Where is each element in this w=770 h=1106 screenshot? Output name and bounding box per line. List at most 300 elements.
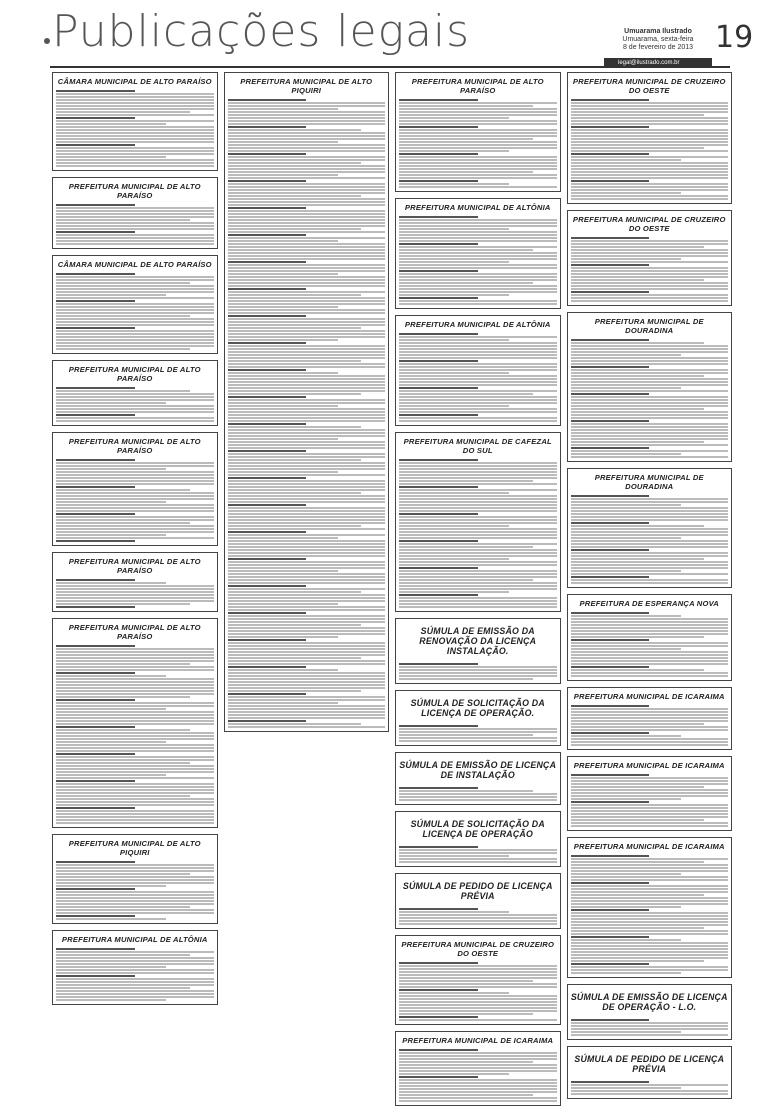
text-line [399, 462, 557, 464]
text-line [399, 225, 557, 227]
text-line [571, 792, 729, 794]
text-line [571, 510, 729, 512]
notice-title: PREFEITURA MUNICIPAL DE ICARAIMA [573, 692, 725, 701]
notice-title: CÂMARA MUNICIPAL DE ALTO PARAÍSO [57, 77, 212, 86]
text-line [399, 1070, 557, 1072]
text-line [56, 741, 166, 743]
text-line [399, 992, 509, 994]
text-line [571, 957, 729, 959]
text-line [228, 639, 307, 641]
text-line [399, 1073, 509, 1075]
text-line [228, 645, 386, 647]
text-line [228, 465, 386, 467]
text-line [571, 168, 729, 170]
text-line [228, 660, 386, 662]
text-line [399, 606, 557, 608]
text-line [399, 165, 557, 167]
text-line [56, 417, 214, 419]
text-line [571, 1034, 729, 1036]
notice-body [56, 204, 214, 245]
text-line [56, 687, 214, 689]
text-line [399, 384, 557, 386]
text-line [399, 243, 478, 245]
text-line [228, 603, 338, 605]
text-line [56, 516, 214, 518]
text-line [399, 126, 478, 128]
notice-title: PREFEITURA MUNICIPAL DE ICARAIMA [573, 842, 725, 851]
text-line [571, 120, 729, 122]
text-line [228, 618, 386, 620]
text-line [56, 228, 214, 230]
text-line [399, 573, 557, 575]
text-line [56, 999, 166, 1001]
text-line [228, 489, 386, 491]
text-line [228, 135, 386, 137]
text-line [399, 1016, 478, 1018]
text-line [56, 594, 214, 596]
text-line [56, 666, 214, 668]
masthead-bullet [44, 38, 50, 44]
text-line [56, 888, 135, 890]
text-line [228, 321, 386, 323]
notice-body [56, 387, 214, 422]
text-line [399, 399, 557, 401]
legal-notice [52, 552, 218, 612]
text-line [399, 177, 557, 179]
notice-body [399, 846, 557, 863]
text-line [228, 522, 386, 524]
text-line [571, 1028, 729, 1030]
text-line [56, 861, 135, 863]
text-line [399, 105, 533, 107]
text-line [56, 213, 214, 215]
text-line [56, 984, 214, 986]
text-line [399, 483, 557, 485]
text-line [399, 339, 509, 341]
text-line [571, 576, 650, 578]
text-line [228, 168, 386, 170]
legal-notice [52, 72, 218, 171]
text-line [571, 930, 729, 932]
text-line [571, 414, 729, 416]
text-line [399, 1076, 478, 1078]
text-line [56, 306, 214, 308]
text-line [571, 774, 650, 776]
text-line [399, 1010, 557, 1012]
text-line [56, 768, 214, 770]
text-line [399, 1052, 557, 1054]
text-line [228, 450, 307, 452]
text-line [228, 429, 386, 431]
text-line [228, 213, 386, 215]
text-line [56, 918, 166, 920]
text-line [399, 678, 533, 680]
legal-notice [52, 360, 218, 426]
text-line [399, 675, 557, 677]
legal-notice [567, 210, 733, 306]
notice-title: PREFEITURA MUNICIPAL DE ALTÔNIA [404, 320, 551, 329]
text-line [399, 968, 557, 970]
text-line [399, 123, 557, 125]
text-line [571, 132, 729, 134]
text-line [399, 965, 557, 967]
text-line [399, 282, 533, 284]
text-line [571, 816, 729, 818]
text-line [228, 312, 386, 314]
text-line [399, 144, 557, 146]
text-line [228, 426, 362, 428]
text-line [56, 396, 214, 398]
text-line [571, 375, 705, 377]
text-line [56, 102, 214, 104]
text-line [56, 738, 214, 740]
text-line [56, 672, 135, 674]
text-line [571, 498, 729, 500]
text-line [228, 513, 386, 515]
text-line [56, 159, 214, 161]
text-line [571, 888, 729, 890]
text-line [56, 105, 214, 107]
text-line [56, 792, 214, 794]
text-line [228, 555, 386, 557]
text-line [571, 924, 729, 926]
text-line [56, 726, 135, 728]
text-line [399, 737, 557, 739]
text-line [399, 1013, 533, 1015]
text-line [399, 582, 557, 584]
text-line [56, 294, 166, 296]
text-line [571, 813, 729, 815]
text-line [399, 731, 557, 733]
text-line [399, 971, 557, 973]
legal-notice [395, 618, 561, 684]
notice-body [571, 339, 729, 458]
text-line [56, 873, 190, 875]
text-line [228, 630, 386, 632]
text-line [56, 654, 214, 656]
text-line [56, 156, 166, 158]
text-line [56, 699, 135, 701]
text-line [228, 345, 386, 347]
text-line [56, 648, 214, 650]
text-line [56, 276, 214, 278]
text-line [228, 543, 386, 545]
text-line [56, 309, 214, 311]
text-line [399, 216, 478, 218]
text-line [56, 150, 214, 152]
text-line [228, 483, 386, 485]
text-line [228, 108, 338, 110]
legal-notice [395, 752, 561, 805]
text-line [56, 162, 214, 164]
text-line [56, 891, 214, 893]
text-line [228, 459, 362, 461]
text-line [399, 510, 557, 512]
text-line [228, 219, 386, 221]
text-line [571, 582, 729, 584]
text-line [571, 513, 729, 515]
text-line [228, 708, 386, 710]
text-line [571, 879, 729, 881]
text-line [571, 858, 729, 860]
text-line [56, 804, 214, 806]
text-line [571, 399, 729, 401]
notice-columns [52, 72, 732, 1074]
text-line [571, 261, 729, 263]
text-line [228, 372, 338, 374]
text-line [571, 189, 729, 191]
notice-body [399, 962, 557, 1021]
text-line [571, 453, 681, 455]
text-line [228, 150, 386, 152]
text-line [56, 114, 214, 116]
text-line [399, 252, 557, 254]
text-line [399, 790, 533, 792]
text-line [399, 1061, 533, 1063]
text-line [399, 501, 557, 503]
text-line [399, 504, 557, 506]
text-line [399, 852, 557, 854]
text-line [571, 345, 729, 347]
text-line [399, 276, 557, 278]
text-line [399, 171, 533, 173]
text-line [399, 303, 557, 305]
text-line [228, 438, 338, 440]
notice-body [571, 237, 729, 302]
text-line [56, 315, 190, 317]
text-line [228, 237, 386, 239]
text-line [228, 186, 386, 188]
text-line [228, 723, 362, 725]
text-line [228, 117, 386, 119]
notice-column [395, 72, 561, 1045]
notice-body [56, 645, 214, 824]
text-line [571, 612, 650, 614]
text-line [399, 552, 557, 554]
text-line [228, 591, 362, 593]
text-line [399, 411, 557, 413]
notice-column [224, 72, 390, 1012]
notice-title: PREFEITURA MUNICIPAL DE ALTO PARAÍSO [68, 365, 201, 383]
text-line [571, 171, 729, 173]
text-line [571, 525, 705, 527]
text-line [399, 1055, 557, 1057]
text-line [228, 396, 307, 398]
text-line [56, 324, 214, 326]
text-line [228, 144, 386, 146]
notice-body [56, 273, 214, 350]
text-line [571, 363, 729, 365]
text-line [571, 921, 729, 923]
text-line [399, 920, 557, 922]
text-line [571, 660, 729, 662]
legal-notice [52, 618, 218, 828]
text-line [56, 234, 214, 236]
text-line [571, 150, 729, 152]
text-line [571, 675, 729, 677]
legal-notice [52, 255, 218, 354]
text-line [399, 1088, 557, 1090]
text-line [399, 120, 557, 122]
text-line [571, 270, 729, 272]
text-line [571, 1090, 729, 1092]
text-line [228, 432, 386, 434]
text-line [56, 882, 214, 884]
text-line [571, 357, 729, 359]
text-line [399, 294, 509, 296]
text-line [571, 102, 729, 104]
notice-title: PREFEITURA MUNICIPAL DE ALTO PIQUIRI [68, 839, 201, 857]
text-line [228, 705, 386, 707]
text-line [571, 141, 729, 143]
text-line [56, 777, 214, 779]
text-line [571, 411, 729, 413]
text-line [399, 543, 557, 545]
legal-notice [395, 935, 561, 1025]
text-line [571, 111, 729, 113]
text-line [399, 977, 557, 979]
text-line [571, 651, 729, 653]
text-line [56, 870, 214, 872]
text-line [228, 579, 386, 581]
text-line [228, 366, 386, 368]
text-line [399, 297, 478, 299]
text-line [228, 132, 386, 134]
text-line [56, 663, 190, 665]
text-line [228, 102, 386, 104]
legal-notice [395, 873, 561, 929]
text-line [399, 1082, 557, 1084]
text-line [228, 405, 338, 407]
text-line [56, 783, 214, 785]
text-line [399, 405, 509, 407]
legal-notice [224, 72, 390, 732]
text-line [228, 390, 386, 392]
text-line [56, 477, 214, 479]
text-line [56, 975, 135, 977]
text-line [399, 132, 557, 134]
notice-body [571, 99, 729, 200]
text-line [56, 504, 214, 506]
text-line [571, 861, 705, 863]
text-line [571, 282, 729, 284]
text-line [399, 669, 557, 671]
text-line [56, 696, 190, 698]
text-line [571, 615, 681, 617]
text-line [399, 995, 557, 997]
notice-title: SÚMULA DE EMISSÃO DE LICENÇA DE INSTALAÇÃO [399, 760, 557, 780]
text-line [399, 540, 478, 542]
masthead-info [606, 28, 710, 52]
text-line [399, 570, 557, 572]
text-line [56, 669, 214, 671]
text-line [228, 663, 386, 665]
text-line [571, 174, 729, 176]
text-line [399, 787, 478, 789]
text-line [571, 267, 729, 269]
text-line [56, 330, 214, 332]
text-line [228, 384, 386, 386]
text-line [399, 300, 557, 302]
text-line [399, 255, 557, 257]
text-line [228, 534, 386, 536]
text-line [399, 234, 557, 236]
text-line [56, 342, 214, 344]
text-line [56, 981, 214, 983]
page-number: 19 [715, 20, 754, 55]
text-line [399, 417, 557, 419]
notice-body [571, 774, 729, 827]
text-line [56, 708, 166, 710]
legal-notice [395, 1031, 561, 1106]
text-line [56, 909, 214, 911]
notice-body [571, 705, 729, 746]
text-line [56, 225, 214, 227]
text-line [56, 219, 190, 221]
text-line [56, 303, 214, 305]
text-line [571, 1022, 729, 1024]
text-line [228, 165, 386, 167]
text-line [571, 420, 650, 422]
text-line [228, 303, 386, 305]
text-line [56, 897, 214, 899]
text-line [56, 123, 166, 125]
text-line [399, 980, 533, 982]
text-line [399, 1097, 557, 1099]
text-line [571, 237, 650, 239]
text-line [228, 318, 386, 320]
text-line [571, 279, 705, 281]
text-line [228, 414, 386, 416]
text-line [571, 288, 729, 290]
text-line [399, 799, 557, 801]
legal-notice [395, 690, 561, 746]
text-line [399, 513, 478, 515]
text-line [399, 150, 509, 152]
text-line [571, 1084, 729, 1086]
text-line [571, 255, 729, 257]
text-line [571, 909, 650, 911]
text-line [56, 237, 214, 239]
notice-title: PREFEITURA MUNICIPAL DE CAFEZAL DO SUL [403, 437, 552, 455]
text-line [228, 576, 386, 578]
text-line [571, 741, 729, 743]
text-line [571, 396, 729, 398]
text-line [399, 465, 557, 467]
text-line [399, 1064, 557, 1066]
text-line [228, 714, 386, 716]
text-line [571, 300, 729, 302]
text-line [56, 753, 135, 755]
text-line [399, 585, 557, 587]
text-line [571, 351, 729, 353]
text-line [399, 858, 557, 860]
text-line [56, 759, 214, 761]
text-line [228, 243, 386, 245]
text-line [228, 561, 386, 563]
text-line [228, 597, 386, 599]
text-line [228, 588, 386, 590]
notice-title: PREFEITURA MUNICIPAL DE ICARAIMA [573, 761, 725, 770]
text-line [56, 528, 214, 530]
text-line [571, 708, 729, 710]
text-line [571, 744, 729, 746]
text-line [399, 534, 557, 536]
notice-body [399, 459, 557, 608]
text-line [571, 423, 729, 425]
text-line [399, 249, 533, 251]
text-line [56, 771, 214, 773]
